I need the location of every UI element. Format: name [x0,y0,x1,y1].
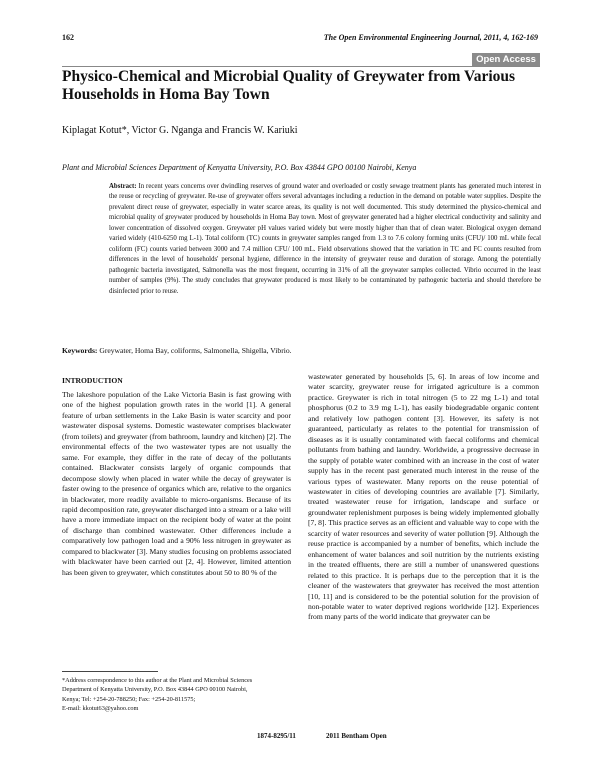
keywords-text: Greywater, Homa Bay, coliforms, Salmonella, Shigella, Vibrio. [99,346,292,355]
article-title: Physico-Chemical and Microbial Quality of Greywater from Various Households in Homa Bay Town [62,68,516,103]
body-column-left: The lakeshore population of the Lake Victoria Basin is fast growing with one of the highest population growth rates in the world [1]. A general feature of urban settlements in the Lake Basin is water scarcity and poor wastewater disposal systems. Domestic wastewater comprises blackwater (from toilets) and greywater (from bathroom, laundry and kitchen) [2]. The environmental effects of the two wastewater types are not usually the same. For example, they differ in the rate of decay of the pollutants contained. Blackwater consists largely of organic compounds that decompose slowly when placed in water while the decay of greywater is faster owing to the presence of organics which are, relative to the organics in blackwater, more readily available to micro-organisms. Because of its rapid decomposition rate, greywater discharged into a stream or a lake will have a more immediate impact on the recipient body of water at the point of discharge than combined wastewater. Other differences include a comparatively low pathogen load and a 90% less nitrogen in greywater as compared to blackwater [3]. Many studies focusing on problems associated with blackwater have been carried out [2, 4]. However, limited attention has been given to greywater, which constitutes about 50 to 80 % of the [62,390,292,577]
author-affiliation: Plant and Microbial Sciences Department of Kenyatta University, P.O. Box 43844 GPO 00100 Nairobi, Kenya [62,163,417,172]
abstract-label: Abstract: [109,183,137,190]
open-access-badge: Open Access [472,53,540,66]
header-divider [62,66,540,67]
footnote-divider [62,671,158,672]
copyright: 2011 Bentham Open [326,732,387,740]
section-heading-introduction: INTRODUCTION [62,376,123,385]
keywords-label: Keywords: [62,346,98,355]
footnote-line: Department of Kenyatta University, P.O. Box 43844 GPO 00100 Nairobi, [62,686,248,694]
abstract [109,182,541,297]
author-list: Kiplagat Kotut*, Victor G. Nganga and Francis W. Kariuki [62,125,298,136]
body-column-right: wastewater generated by households [5, 6]. In areas of low income and water scarcity, greywater reuse for irrigated agriculture is a common practice. Greywater is rich in total nitrogen (5 to 22 mg L-1) and total phosphorus (0.2 to 3.9 mg L-1), has easily biodegradable organic content and relatively low pathogen content [3]. However, its safety is not guaranteed, particularly as relates to the potential for transmission of diseases as it is usually contaminated with faecal coliforms and chemical pollutants from bathing and laundry. Worldwide, a progressive decrease in the supply of potable water combined with an increase in the cost of water supply has in the recent past generated much interest in the reuse of the various types of wastewater. Many reports on the reuse potential of wastewater in cities of developing countries are available [7]. Similarly, treated wastewater reuse for irrigation, landscape and surface or groundwater replenishment purposes is being widely implemented globally [7, 8]. This practice serves as an efficient and valuable way to cope with the scarcity of water resources and severity of water pollution [9]. Although the reuse practice is accompanied by a number of benefits, which include the enhancement of water balances and soil nutrition by the nutrients existing in the treated effluents, there are still a number of unanswered questions related to this practice. It is perhaps due to the perception that it is the cleaner of the wastewaters that greywater has received the most attention [10, 11] and is considered to be the potential solution for the provision of non-potable water to water deprived regions worldwide [12]. Experiences from many parts of the world indicate that greywater can be [308,372,539,622]
journal-citation: The Open Environmental Engineering Journal, 2011, 4, 162-169 [323,33,538,42]
keywords [62,346,292,355]
footnote-email: E-mail: kkotut63@yahoo.com [62,705,139,713]
correspondence-footnote [62,676,290,714]
running-head [62,33,538,45]
footnote-line: *Address correspondence to this author at the Plant and Microbial Sciences [62,677,253,684]
page-number: 162 [62,33,74,42]
issn: 1874-8295/11 [257,732,296,740]
footnote-line: Kenya; Tel: +254-20-788250; Fax: +254-20-811575; [62,695,196,703]
abstract-text: In recent years concerns over dwindling reserves of ground water and overloaded or costly sewage treatment plants has generated much interest in the reuse or recycling of greywater. Re-use of greywater offers several advantages including a reduction in the demand on potable water supplies. Despite the prevalent direct reuse of greywater, especially in water scarce areas, its quality is not well documented. This study determined the physico-chemical and microbial quality of greywater produced by households in Homa Bay town. Most of greywater generated had a higher electrical conductivity and salinity and lower concentration of dissolved oxygen. Greywater pH values varied widely but were mostly higher than that of clean water. Biological oxygen demand varied widely (410-6250 mg L-1). Total coliform (TC) counts in greywater samples ranged from 1.3 to 7.6 colony forming units (CFU)/ 100 mL while fecal coliform (FC) counts varied between 3000 and 7.4 million CFU/ 100 mL. Field observations showed that the variation in TC and FC counts resulted from differences in the level of households' personal hygiene, difference in the intensity of greywater reuse and duration of storage. Among the potentially pathogenic bacteria investigated, Salmonella was the most frequent, occurring in 31% of all the greywater samples collected. Vibrio occurred in the least number of samples (9%). The study concludes that greywater produced is most likely to be contaminated by pathogenic bacteria and should therefore be disinfected prior to reuse. [109,183,541,295]
